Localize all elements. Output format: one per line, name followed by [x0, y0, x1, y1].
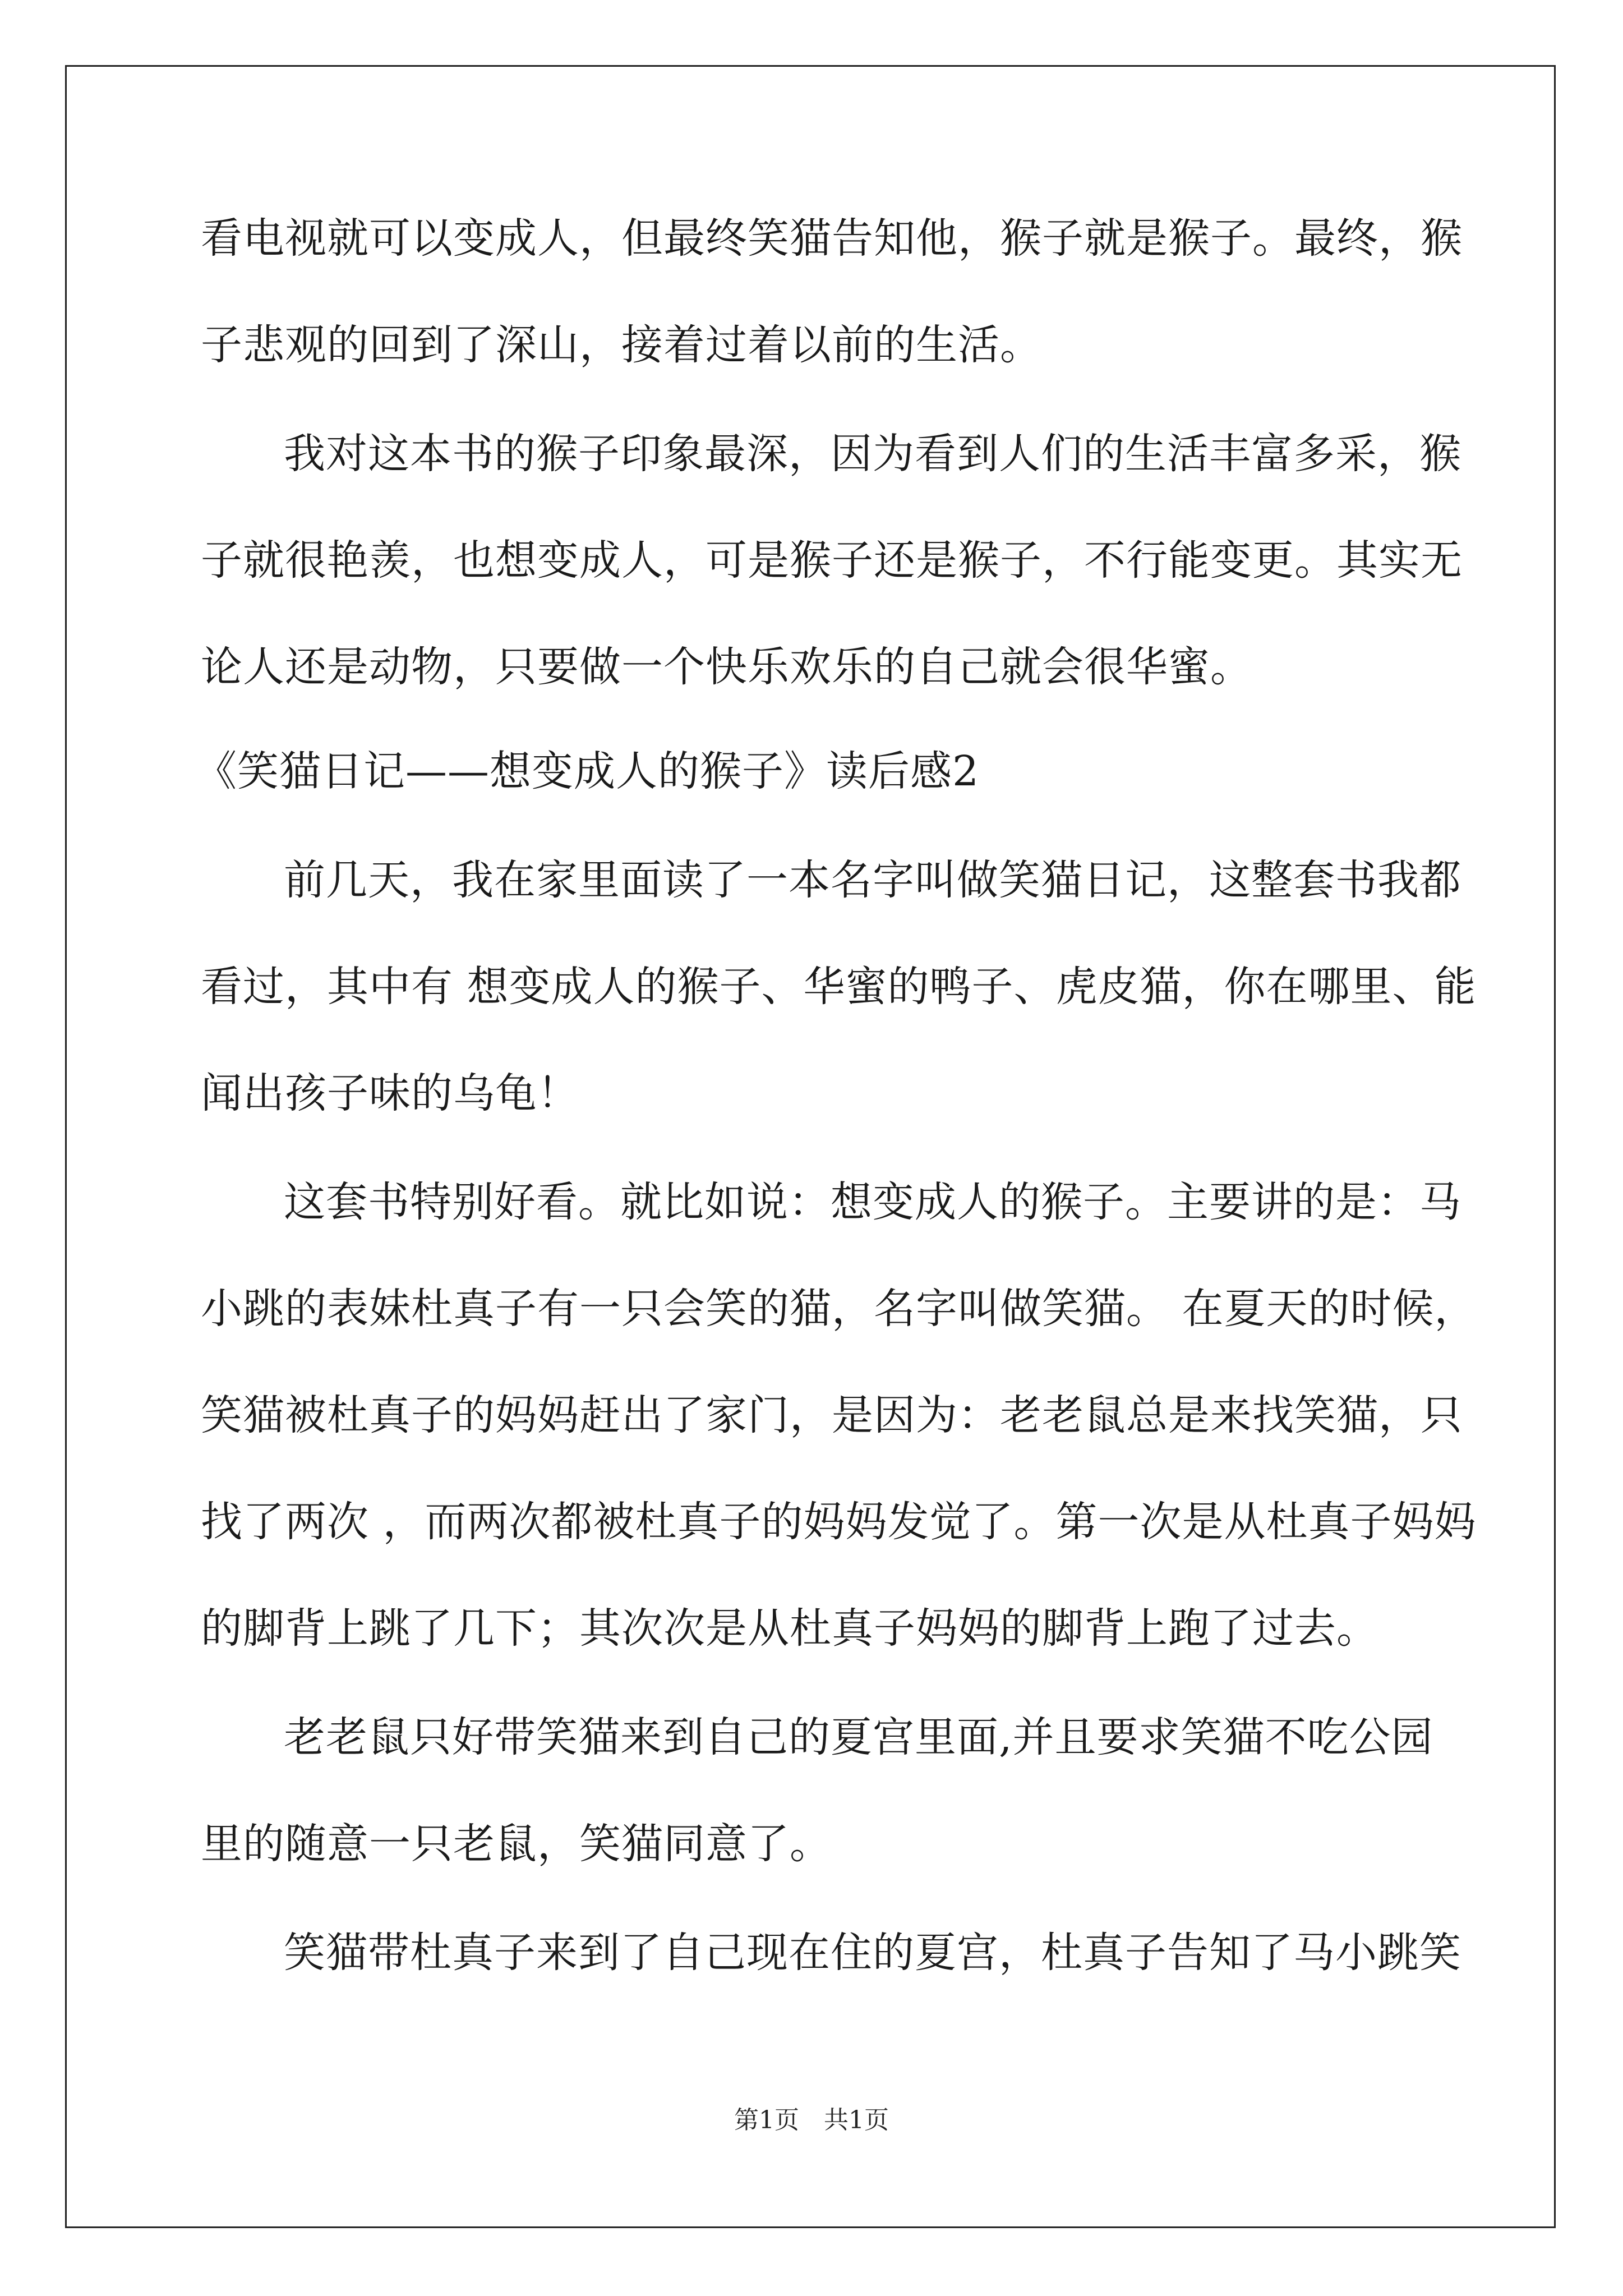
- text-line-7: 前几天，我在家里面读了一本名字叫做笑猫日记，这整套书我都: [284, 856, 1461, 904]
- text-line-8: 看过，其中有 想变成人的猴子、华蜜的鸭子、虎皮猫，你在哪里、能: [201, 963, 1477, 1011]
- text-line-11: 小跳的表妹杜真子有一只会笑的猫，名字叫做笑猫。 在夏天的时候，: [201, 1285, 1477, 1333]
- page-footer: 第1页 共1页: [734, 2106, 889, 2134]
- text-line-5: 论人还是动物，只要做一个快乐欢乐的自己就会很华蜜。: [201, 643, 1252, 691]
- text-line-9: 闻出孩子味的乌龟！: [201, 1069, 579, 1117]
- text-line-17: 笑猫带杜真子来到了自己现在住的夏宫，杜真子告知了马小跳笑: [284, 1929, 1461, 1977]
- text-line-12: 笑猫被杜真子的妈妈赶出了家门，是因为：老老鼠总是来找笑猫，只: [201, 1391, 1463, 1439]
- text-line-3: 我对这本书的猴子印象最深，因为看到人们的生活丰富多采，猴: [284, 430, 1461, 478]
- text-line-1: 看电视就可以变成人，但最终笑猫告知他，猴子就是猴子。最终，猴: [201, 214, 1463, 263]
- text-line-15: 老老鼠只好带笑猫来到自己的夏宫里面,并且要求笑猫不吃公园: [284, 1713, 1433, 1761]
- text-line-2: 子悲观的回到了深山，接着过着以前的生活。: [201, 321, 1042, 369]
- text-line-10: 这套书特别好看。就比如说：想变成人的猴子。主要讲的是：马: [284, 1178, 1461, 1226]
- section-heading: 《笑猫日记——想变成人的猴子》读后感2: [195, 747, 980, 795]
- text-line-13: 找了两次 ，而两次都被杜真子的妈妈发觉了。第一次是从杜真子妈妈: [201, 1498, 1477, 1546]
- page-border: [65, 65, 1556, 2228]
- text-line-16: 里的随意一只老鼠，笑猫同意了。: [201, 1820, 832, 1868]
- text-line-14: 的脚背上跳了几下；其次次是从杜真子妈妈的脚背上跑了过去。: [201, 1604, 1378, 1653]
- text-line-4: 子就很艳羡，也想变成人，可是猴子还是猴子，不行能变更。其实无: [201, 536, 1463, 585]
